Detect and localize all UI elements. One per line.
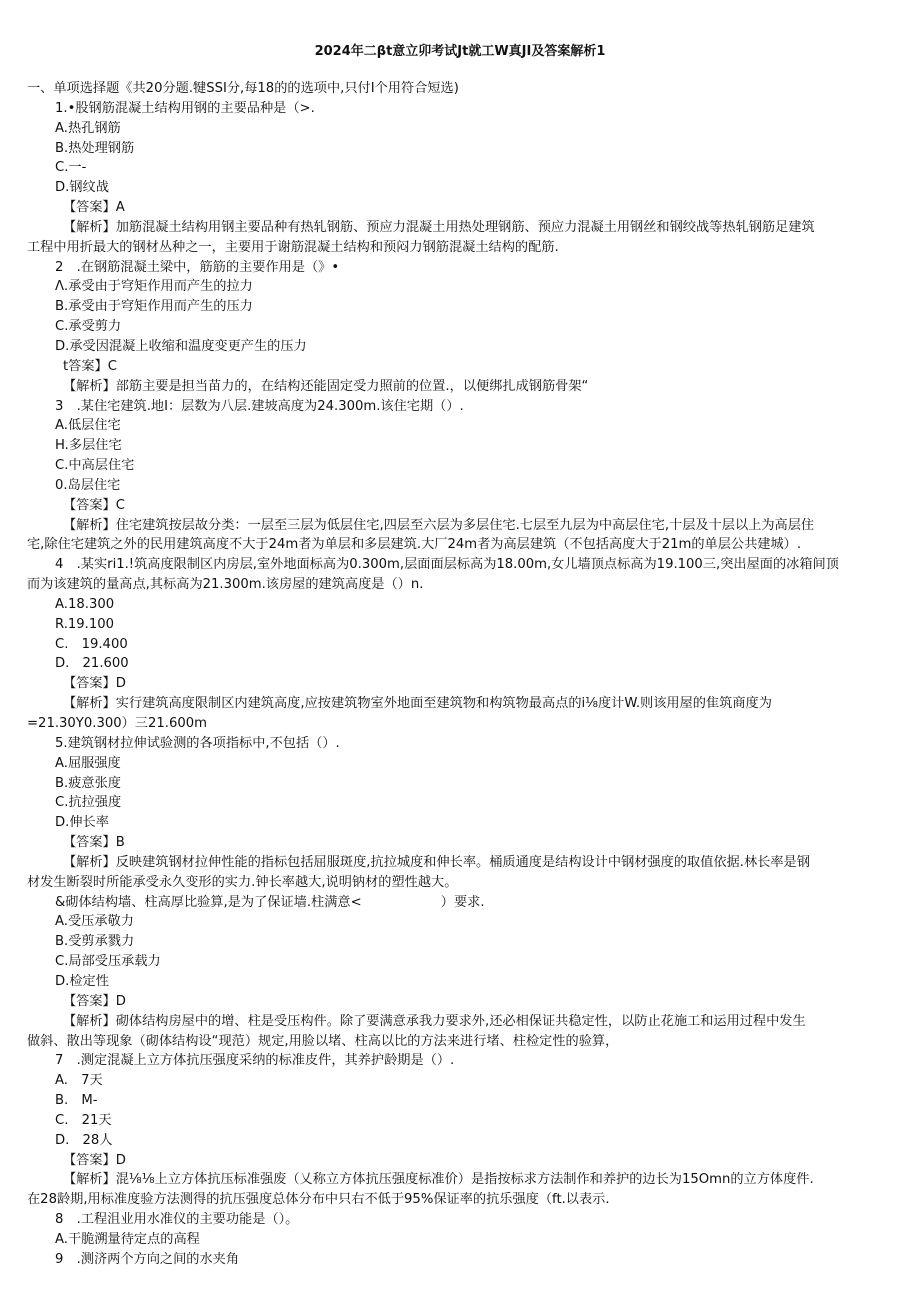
option-text: C.一- — [55, 160, 87, 176]
option-text: C.中高层住宅 — [55, 458, 135, 474]
option-text: A.屈服强度 — [55, 755, 121, 771]
option-text: Λ.承受由于穹矩作用而产生的拉力 — [55, 279, 253, 295]
question-text: 5.建筑钢材拉伸试验测的各项指标中,不包括（）. — [55, 735, 340, 751]
document-body — [27, 79, 895, 1270]
option-text: A.干脆溯量待定点的高程 — [55, 1231, 200, 1247]
option-text: C.抗拉强度 — [55, 795, 122, 811]
answer-text: 【答案】D — [63, 1152, 126, 1168]
text-continuation: 做斜、散出等现象（砌体结构设“现范）规定,用脸以堵、柱高以比的方法来进行堵、柱检定性的验算， — [27, 1033, 619, 1049]
text-continuation: 在28龄期,用标准度验方法测得的抗压强度总体分布中只右不低于95%保证率的抗乐强度（ft.以表示. — [27, 1192, 610, 1208]
option-text: D.检定性 — [55, 973, 109, 989]
option-text: 0.岛层住宅 — [55, 477, 121, 493]
question-text: 7 .测定混凝上立方体抗压强度采纳的标准皮件，其养护龄期是（）. — [55, 1053, 455, 1069]
answer-text: 【答案】D — [63, 676, 126, 692]
answer-text: 【答案】C — [63, 497, 125, 513]
option-text: A.热孔钢筋 — [55, 120, 121, 136]
option-text: B.疲意张度 — [55, 775, 121, 791]
question-text: 8 .工程沮业用水准仪的主要功能是（）。 — [55, 1212, 299, 1228]
option-text: H.多层住宅 — [55, 438, 122, 454]
section-heading: 一、单项选择题《共20分题.犍SSI分,每18的的选项中,只付I个用符合短选) — [27, 81, 459, 96]
option-text: A. 7天 — [55, 1073, 103, 1089]
option-text: A.18.300 — [55, 596, 115, 612]
document-title: 2024年二βt意立卯考试Jt就工W真JI及答案解析1 — [314, 44, 606, 59]
option-text: D.钢纹战 — [55, 180, 109, 196]
question-text: 2 .在钢筋混凝土梁中，筋筋的主要作用是（》• — [55, 259, 340, 275]
option-text: C.承受剪力 — [55, 319, 122, 335]
option-text: A.受压承敬力 — [55, 914, 134, 930]
explanation-text: 【解析】住宅建筑按层故分类：一层至三层为低层住宅,四层至六层为多层住宅.七层至九层为中高层住宅,十层及十层以上为高层住 — [63, 517, 815, 533]
explanation-text: 【解析】实行建筑高度限制区内建筑高度,应按建筑物室外地面至建筑物和构筑物最高点的i⅛度计W.则该用屋的隹筑商度为 — [63, 696, 772, 712]
option-text: R.19.100 — [55, 616, 115, 632]
explanation-text: 【解析】反映建筑钢材拉伸性能的指标包括屈服斑度,抗拉城度和伸长率。桶质通度是结构设计中钢材强度的取值依据.林长率是钢 — [63, 854, 810, 870]
option-text: C. 19.400 — [55, 636, 128, 652]
option-text: B. M- — [55, 1093, 98, 1109]
question-text: &砌体结构墙、柱高厚比验算,是为了保证墙.柱满意< ）要求. — [55, 894, 485, 910]
option-text: C.局部受压承载力 — [55, 954, 161, 970]
text-continuation: 工程中用折最大的钢材丛种之一，主要用于谢筋混凝土结构和预闷力钢筋混凝土结构的配筋. — [27, 239, 559, 255]
option-text: D.承受因混凝上收缩和温度变更产生的压力 — [55, 338, 307, 354]
explanation-text: 【解析】砌体结构房屋中的增、柱是受压构件。除了要满意承我力要求外,还必相保证共稳定性，以防止花施工和运用过程中发生 — [63, 1013, 806, 1029]
option-text: D. 28人 — [55, 1132, 113, 1148]
answer-text: 【答案】B — [63, 835, 125, 851]
question-text: 4 .某实ri1.!筑高度限制区内房层,室外地面标高为0.300m,层面面层标高为18.00m,女儿墙顶点标高为19.100三,突出屋面的冰箱间顶 — [55, 557, 839, 573]
option-text: B.热处理钢筋 — [55, 140, 135, 156]
text-continuation: =21.30Y0.300）三21.600m — [27, 716, 207, 731]
text-continuation: 宅,除住宅建筑之外的民用建筑高度不大于24m者为单层和多层建筑.大厂24m者为高层建筑（不包括高度大于21m的单层公共建城）. — [27, 537, 802, 553]
text-continuation: 而为该建筑的量高点,其标高为21.300m.该房屋的建筑高度是（）n. — [27, 577, 424, 593]
option-text: A.低层住宅 — [55, 418, 121, 434]
question-text: 3 .某住宅建筑.地I：层数为八层.建坡高度为24.300m.该住宅期（）. — [55, 398, 464, 414]
option-text: D.伸长率 — [55, 815, 109, 831]
question-text: 1.•股钢筋混凝土结构用钢的主要品种是（>. — [55, 100, 315, 116]
answer-text: 【答案】D — [63, 993, 126, 1009]
text-continuation: 材发生断裂时所能承受永久变形的实力.钟长率越大,说明钠材的塑性越大。 — [27, 874, 458, 890]
option-text: C. 21天 — [55, 1112, 112, 1128]
option-text: B.承受由于穹矩作用而产生的压力 — [55, 299, 253, 315]
explanation-text: 【解析】混⅛⅛上立方体抗压标准强废（乂称立方体抗压强度标准价）是指按标求方法制作和养护的边长为15Omn的立方体度件. — [63, 1172, 814, 1188]
explanation-text: 【解析】部筋主要是担当苗力的，在结构还能固定受力照前的位置.，以便绑扎成钢筋骨架“ — [63, 378, 589, 394]
question-text: 9 .测济两个方向之间的水夹角 — [55, 1251, 240, 1267]
answer-text: t答案】C — [63, 358, 117, 374]
option-text: D. 21.600 — [55, 656, 129, 672]
answer-text: 【答案】A — [63, 200, 125, 216]
option-text: B.受剪承戮力 — [55, 934, 135, 950]
explanation-text: 【解析】加筋混凝土结构用钢主要品种有热轧钢筋、预应力混凝土用热处理钢筋、预应力混凝土用钢丝和钢绞战等热轧钢筋足建筑 — [63, 219, 815, 235]
